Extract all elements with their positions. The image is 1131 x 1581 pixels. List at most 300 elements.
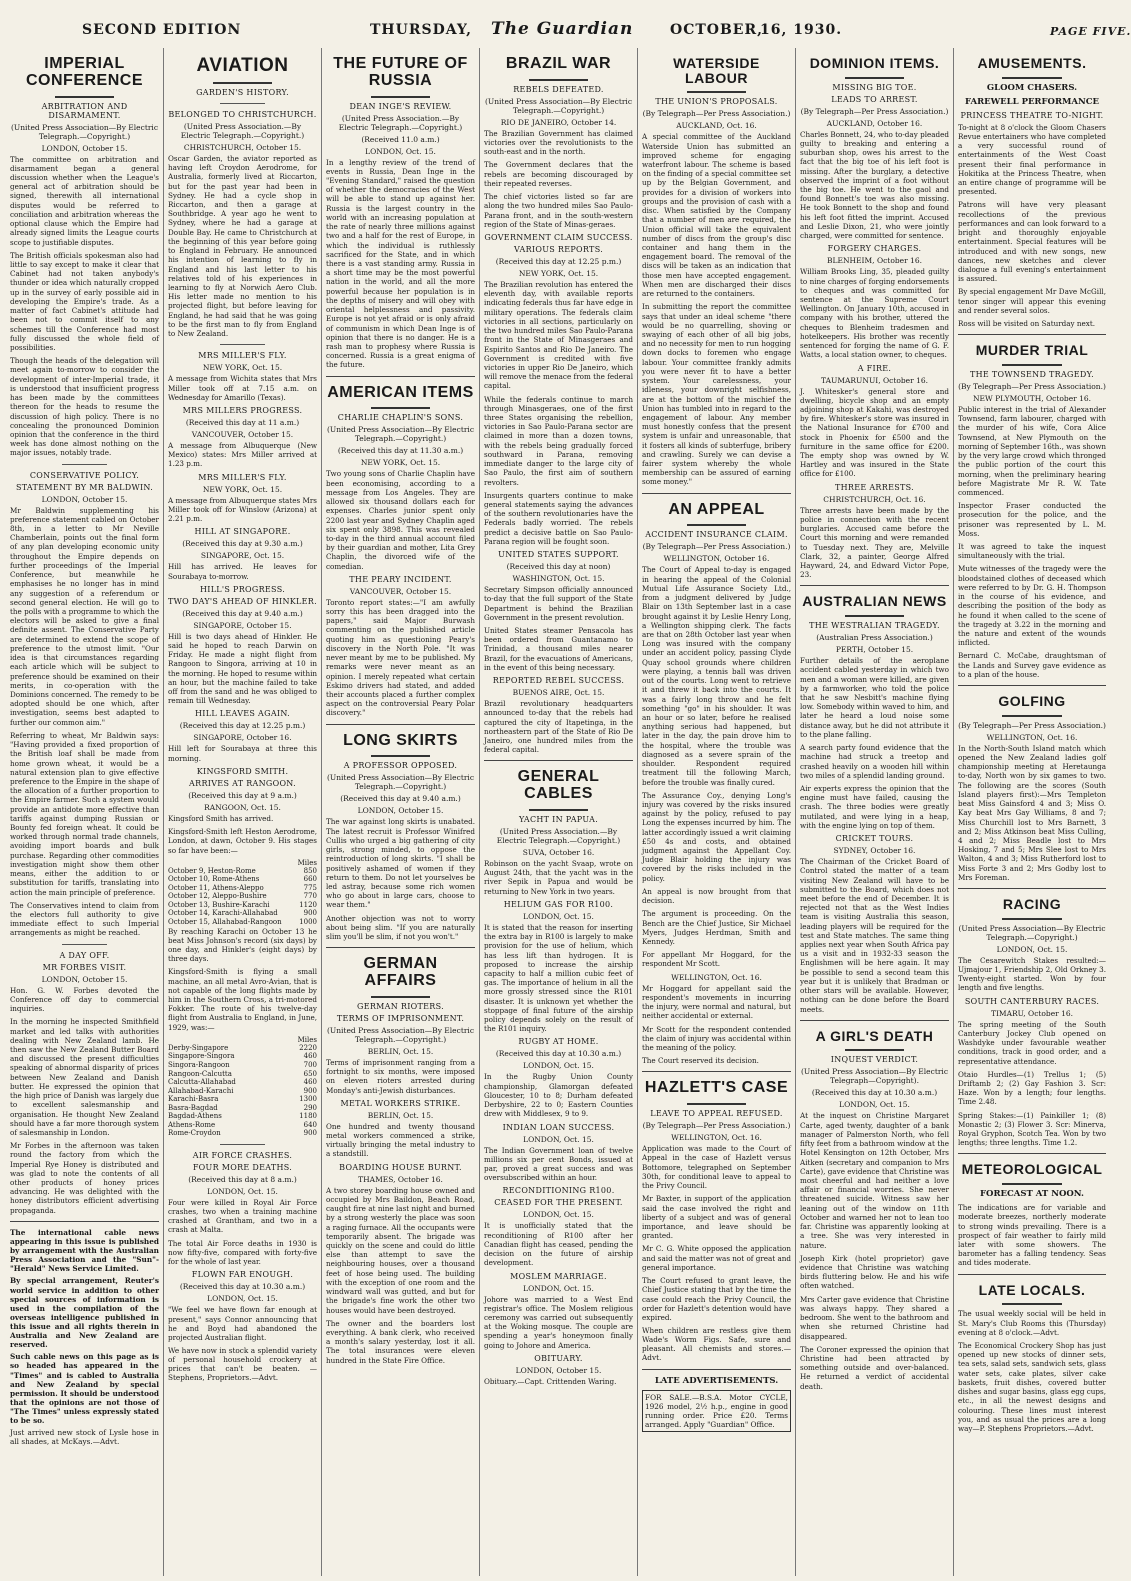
table-row: Singapore-Singora 460 [168,1052,317,1061]
article-paragraph: Johore was married to a West End registrar's office. The Moslem religious ceremony was carried out subsequently at the Woking mosque. The couple are spending a year's honeymoon finally going to Johore and America. [484,1294,633,1350]
article-paragraph: Mr Scott for the respondent contended the claim of injury was accidental within the meaning of the policy. [642,1024,791,1052]
divider [326,376,475,377]
dateline: SINGAPORE, October 15. [193,620,292,630]
article-paragraph: The war against long skirts is unabated. The latest recruit is Professor Winifred Cullis who urged a big gathering of city girls, strong minded, to oppose the reintroduction of long skirts. "I shall be positively ashamed of women if they return to them. Do not let yourselves be led astray, because some rich women who go about in large cars, choose to wear them." [326,817,475,910]
article-paragraph: An appeal is now brought from that decision. [642,886,791,906]
dateline: SYDNEY, October 16. [833,846,916,856]
headline-waterside-labour: WATERSIDE LABOUR [673,55,760,86]
masthead-paper-name: The Guardian [491,19,634,39]
article-paragraph: The spring meeting of the South Canterbury Jockey Club opened on Washdyke under favourable weather conditions, track in good order, and a representative attendance. [958,1019,1106,1066]
table-row: Athens-Rome 640 [168,1120,317,1129]
headline-american-items: AMERICAN ITEMS [327,383,474,401]
divider [958,685,1106,686]
dateline: WELLINGTON, Oct. 16. [671,1133,762,1143]
article-paragraph: The Government declares that the rebels are becoming discouraged by their repeated reverses. [484,160,633,188]
subhead: A PROFESSOR OPPOSED. [343,761,458,771]
dateline: AUCKLAND, Oct. 16. [676,121,757,131]
headline-amusements: AMUSEMENTS. [977,55,1087,71]
table-row: October 9, Heston-Rome 850 [168,866,317,875]
subhead: ARRIVES AT RANGOON. [189,778,296,788]
article-paragraph: Referring to wheat, Mr Baldwin says: "Having provided a fixed proportion of the British loaf shall be made from home grown wheat, it would be a natural extension plan to give effective preference to the Empire in the shape of the allocation of a further proportion to the Empire farmer. Such a system would provide an antidote more effective than tariffs against dumping Russian or Bounty fed foreign wheat. It could be worked through normal trade channels, avoiding import boards and bulk purchase. Regarding other commodities investigation might show them other means, either the addition to or substitution for tariffs, translating into action the main principle of preference. [10,730,159,897]
article-paragraph: Ross will be visited on Saturday next. [958,319,1095,329]
dateline: RIO DE JANEIRO, October 14. [500,117,617,127]
headline-golfing: GOLFING [998,693,1066,710]
credit-line: (By Telegraph—Per Press Association.) [642,542,791,552]
article-paragraph: In a lengthy review of the trend of events in Russia, Dean Inge in the "Evening Standard," raised the question of whether the democracies of the West will be able to stand up against her. Russia is the largest country in the world with an increasing population at the rate of nearly three millions against two and a half for the rest of Europe, in which the individual is ruthlessly sacrificed for the State, and in which there is a vast standing army. Russia in a short time may be the most powerful nation in the world, and all the more powerful because her population is in the depths of misery and will obey with oriental helplessness and passivity. Europe is not yet afraid or is only afraid of communism in which Dean Inge is of opinion that there is no danger. He is a rash man to prophesy where Russia is concerned. Russia is a great enigma of the future. [326,157,475,370]
headline-brazil-war: BRAZIL WAR [505,55,612,72]
credit-line: (United Press Association—By Electric Telegraph.—Copyright.) [326,425,475,444]
rule [371,755,431,757]
headline-racing: RACING [1002,896,1062,913]
dateline: TIMARU, October 16. [990,1008,1074,1018]
divider [800,1020,949,1021]
article-paragraph: While the federals continue to march through Minasgeraes, one of the first three States organising the rebellion, victories in Sao Paulo-Parana sector are claimed in more than a dozen towns, with the rebels being gradually forced southward in Parana, removing immediate danger to the large city of Sao Paulo, the first aim of southern revolters. [484,394,633,487]
subhead: GARDEN'S HISTORY. [196,87,289,97]
dateline: NEW YORK, Oct. 15. [202,484,283,494]
table-row: October 14, Karachi-Allahabad 900 [168,909,317,918]
received-line: (Received this day at 10.30 a.m.) [811,1088,938,1098]
dateline: WASHINGTON, Oct. 15. [512,574,605,584]
dateline: LONDON, Oct. 15. [523,1283,594,1293]
headline-meteorological: METEOROLOGICAL [961,1161,1103,1178]
article-paragraph: At the inquest on Christine Margaret Carte, aged twenty, daughter of a bank manager of Palmerston North, who fell fifty feet from a bathroom window at the Hotel Kensington on 12th October, Mrs Aitken (secretary and companion to Mrs Carte), gave evidence that Christine was most cheerful and had neither a love affair or financial worries. She never threatened suicide. Witness saw her leaning out of the window on 11th October and warned her not to lean too far. Christine was apparently looking at a tree. She was very interested in nature. [800,1111,949,1250]
subhead: YACHT IN PAPUA. [518,814,599,824]
column-imperial-conference [6,48,164,1576]
dateline: LONDON, Oct. 15. [523,911,594,921]
table-row: Allahabad-Karachi 900 [168,1086,317,1095]
article-paragraph: The British officials spokesman also had little to say except to make it clear that Cabinet had not taken anybody's thunder or idea which naturally cropped up in the survey of early possible aid in developing the Empire's trade. As a matter of fact Cabinet's attitude had been not to commit itself to any schemes till the Conference had most fully discussed the whole field of possibilities. [10,250,159,352]
subhead: PRINCESS THEATRE TO-NIGHT. [960,110,1104,120]
subhead: THE TOWNSEND TRAGEDY. [970,369,1094,379]
article-paragraph: In the North-South Island match which opened the New Zealand ladies golf championship meeting at Heretaunga to-day, North won by six games to two. The following are the scores (South Island players first):—Mrs Templeton beat Miss Gainsford 4 and 3; Miss O. Kay beat Mrs Gay Williams, 8 and 7; Miss Churchill lost to Mrs Barnett, 3 and 2; Miss Atkinson beat Miss Culling, 4 and 2; Miss Beadle lost to Mrs Hosking, 7 and 5; Mrs Slee lost to Mrs Walton, 4 and 3; Miss Rutherford lost to Miss Forte 3 and 2; Mrs Godby lost to Mrs Foreman. [958,743,1106,882]
dateline: LONDON, October 15. [357,806,444,816]
article-paragraph: The total Air Force deaths in 1930 is now fifty-five, compared with forty-five for the whole of last year. [168,1238,317,1267]
subhead: FOUR MORE DEATHS. [192,1162,293,1172]
credit-line: (By Telegraph—Per Press Association.) [958,720,1106,730]
subhead: VARIOUS REPORTS. [513,244,604,254]
rule [687,1103,747,1105]
article-paragraph: Mr C. G. White opposed the application and said the matter was not of great and general importance. [642,1244,791,1272]
masthead-day: THURSDAY, [370,22,472,38]
article-paragraph: J. Whitesker's general store and dwelling, bicycle shop and an empty adjoining shop at Kakahi, was destroyed by fire. Whitesker's store was insured in the National Insurance for £700 and stock in Phoenix for £500 and the furniture in the same office for £200. The empty shop was owned by W. Hartley and was insured in the State office for £100. [800,386,949,479]
article-paragraph: Kingsford-Smith left Heston Aerodrome, London, at dawn, October 9. His stages so far have been:— [168,827,317,855]
subhead: MOSLEM MARRIAGE. [510,1271,607,1281]
divider [484,760,633,761]
table-row: Rome-Croydon 900 [168,1129,317,1138]
credit-line: (United Press Association—By Electric Telegraph—Copyright). [800,1067,949,1086]
article-paragraph: Public interest in the trial of Alexander Townsend, farm labourer, charged with the murder of his wife, Cora Alice Townsend, at New Plymouth on the morning of September 16th., was shown by the very large crowd which thronged the public portion of the court this morning, when the preliminary hearing before Magistrate Mr R. W. Tate commenced. [958,404,1106,497]
credit-line: (United Press Association—By Electric Telegraph.—Copyright.) [326,1025,475,1044]
article-paragraph: Otaio Hurdles—(1) Trellus 1; (5) Driftamb 2; (2) Gay Fashion 3. Scr: Haze. Won by a length; four lengths. Time 2.48. [958,1069,1106,1107]
article-paragraph: Four were killed in Royal Air Force crashes, two when a training machine crashed at Grantham, and two in a crash at Malta. [168,1197,317,1235]
dateline: NEW YORK, Oct. 15. [518,268,599,278]
headline-late-locals: LATE LOCALS. [978,1281,1086,1298]
rule [1002,1183,1061,1185]
subhead: BELONGED TO CHRISTCHURCH. [168,109,317,119]
article-paragraph: The indications are for variable and moderate breezes, northerly moderate to strong winds prevailing. There is a prospect of fair weather to fairly mild later with some showers. The barometer has a falling tendency. Seas and tides moderate. [958,1203,1106,1268]
rule [845,77,905,79]
dateline: SINGAPORE, Oct. 15. [200,551,285,561]
article-paragraph: Brazil revolutionary headquarters announced to-day that the rebels had captured the city of Itapetinga, in the northeastern part of the State of Rio De Janeiro, one hundred miles from the federal capital. [484,699,633,755]
received-line: (Received this day at 12.25 p.m.) [495,256,622,266]
dateline: LONDON, Oct. 15. [207,1294,278,1304]
credit-line: (United Press Association—By Electric Telegraph.—Copyright.) [326,773,475,792]
rule [371,996,431,998]
dateline: THAMES, October 16. [358,1174,443,1184]
subhead: FORECAST AT NOON. [980,1189,1084,1200]
subhead: CONSERVATIVE POLICY. [29,470,140,480]
dateline: LONDON, October 15. [41,143,128,153]
article-paragraph: The committee on arbitration and disarmament began a general discussion whether when the League's general act of arbitration should be signed, therewith all international disputes would be referred to conciliation and arbitration whereas the optional clause which the Empire had already signed limits the League courts scope to justifiable disputes. [10,154,159,247]
dateline: WELLINGTON, Oct. 16. [986,732,1078,742]
column-waterside-labour [638,48,796,1576]
subhead: HILL LEAVES AGAIN. [194,709,290,719]
table-unit: Miles [297,858,317,867]
rule [687,524,747,526]
dateline: VANCOUVER, October 15. [349,586,452,596]
dateline: LONDON, October 15. [41,494,128,504]
headline-imperial-conference: IMPERIAL CONFERENCE [25,55,143,89]
divider [958,888,1106,889]
subhead: MRS MILLERS PROGRESS. [182,405,303,415]
subhead: INDIAN LOAN SUCCESS. [502,1122,615,1132]
table-row: October 13, Bushire-Karachi 1120 [168,900,317,909]
notice: The international cable news appearing in this issue is published by arrangement with the Australian Press Association and the "Sun"-"Herald" News Service Limited. [10,1227,159,1274]
subhead: STATEMENT BY MR BALDWIN. [15,482,154,492]
article-paragraph: Application was made to the Court of Appeal in the case of Hazlett versus Bottomore, telegraphed on September 30th, for conditional leave to appeal to the Privy Council. [642,1144,791,1191]
rule [1002,1303,1061,1305]
subhead: GOVERNMENT CLAIM SUCCESS. [484,232,633,242]
subhead: MISSING BIG TOE. [832,82,917,92]
article-paragraph: A special committee of the Auckland Waterside Union has submitted an improved scheme for engaging waterfront labour. The scheme is based on the finding of a special committee set up by the Belgian Government, and provides for a division of workers into groups and the provision of cash with a disc. When satisfied by the Company that a number of men are required, the Union official will take the equivalent number of discs from the group's disc container and hang them in the engagement board. The removal of the discs will be taken as an indication that those men have accepted engagement. When men are discharged their discs are returned to the containers. [642,132,791,299]
rule [1002,77,1061,79]
headline-dominion-items: DOMINION ITEMS. [809,55,940,71]
advertisement: We have now in stock a splendid variety of personal household crockery at prices that can't be beaten. — Stephens, Proprietors.—Advt. [168,1346,317,1383]
divider [326,947,475,948]
article-paragraph: The Economical Crockery Shop has just opened up new stocks of dinner sets, tea sets, salad sets, sandwich sets, glass water sets, cake plates, silver cake baskets, fruit dishes, covered butter dishes and sugar basins, glass egg cups, etc., in all the newest designs and colouring. These lines must interest you, and as usual the prices are a long way—P. Stephens Proprietors.—Advt. [958,1341,1106,1433]
article-paragraph: The usual weekly social will be held in St. Mary's Club Rooms this (Thursday) evening at 8 o'clock.—Advt. [958,1309,1106,1337]
article-paragraph: It is unofficially stated that the reconditioning of R100 after her Canadian flight has ceased, pending the decision on the future of airship development. [484,1221,633,1268]
subhead: A DAY OFF. [59,950,110,960]
table-unit: Miles [297,1035,317,1044]
table-row: October 10, Rome-Athens 660 [168,875,317,884]
subhead: ARBITRATION AND DISARMAMENT. [41,101,128,120]
subhead: MRS MILLER'S FLY. [198,351,287,361]
dateline: AUCKLAND, October 16. [826,118,923,128]
subhead: A FIRE. [857,363,892,373]
rule [529,79,589,81]
rule [845,615,905,617]
article-paragraph: Though the heads of the delegation will meet again to-morrow to consider the development of inter-Imperial trade, it is understood that insufficient progress has been made by the committees thereon for the heads to resume the discussion of high policy. There is no concealing the pronounced Dominion opinion that the conference in the third week has done almost nothing on the major issues, notably trade. [10,356,159,458]
article-paragraph: A message from Albuquerque states Mrs Miller took off for Winslow (Arizona) at 2.21 p.m. [168,495,317,524]
article-paragraph: Terms of imprisonment ranging from a fortnight to six months, were imposed on eleven rioters arrested during Monday's anti-Jewish disturbances. [326,1057,475,1095]
dateline: LONDON, October 15. [41,974,128,984]
notice: Such cable news on this page as is so headed has appeared in the "Times" and is cabled to Australia and New Zealand by special permission. It should be understood that the opinions are not those of "The Times" unless expressly stated to be so. [10,1352,159,1426]
article-paragraph: In the morning he inspected Smithfield market and led talks with authorities dealing with New Zealand lamb. He then saw the New Zealand Butter Board and discussed the present difficulties speaking of abnormal disparity of prices between New Zealand and Danish butter. He expressed the opinion that the high price of Danish was largely due to excellent salesmanship and organisation. He thought New Zealand should have a far more thorough system of salesmanship in London. [10,1017,159,1137]
masthead [0,0,1131,40]
subhead: GLOOM CHASERS. [986,82,1078,93]
dateline: TAUMARUNUI, October 16. [820,375,929,385]
article-paragraph: Three arrests have been made by the police in connection with the recent burglaries. Accused came before the Court this morning and were remanded to Tuesday next. They are, Melville Clark, 32, a painter, George Alfred Hayward, 24, and Edward Victor Pope, 23. [800,505,949,580]
article-paragraph: Hill is two days ahead of Hinkler. He said he hoped to reach Darwin on Friday. He made a night flight from Rangoon to Singora, arriving at 10 in the morning. He hoped to resume within an hour, but the machine failed to take off from the sand and he was obliged to remain till Wednesday. [168,631,317,706]
article-paragraph: The Brazilian revolution has entered the eleventh day, with available reports indicating federals thus far have edge in military operations. The federals claim victories in all sections, particularly on the two hundred miles Sao Paulo-Parana front in the State of Minasgeraes and Espirito Santos and Rio De Janeiro. The Government is credited with five victories in upper Rio De Janeiro, which will remove the menace from the federal capital. [484,279,633,391]
article-paragraph: A message from Albuquerque (New Mexico) states: Mrs Miller arrived at 1.23 p.m. [168,440,317,469]
article-paragraph: A two storey boarding house owned and occupied by Mrs Baildon, Beach Road, caught fire at nine last night and burned by a strong westerly the place was soon a raging furnace. All the occupants were temporarily absent. The brigade was quickly on the scene and could do little else than attempt to save the neighbouring houses, over a thousand feet of hose being used. The building with the exception of one room and the windward wall was gutted, and but for the brigade's fine work the other two houses would have been destroyed. [326,1185,475,1315]
table-row: Derby-Singapore 2220 [168,1043,317,1052]
divider [958,1153,1106,1154]
dateline: BERLIN, Oct. 15. [367,1046,434,1056]
rule [55,96,115,98]
article-paragraph: By special engagement Mr Dave McGill, tenor singer will appear this evening and render several solos. [958,287,1106,315]
subhead: LEADS TO ARREST. [831,94,918,104]
credit-line: (United Press Association.—By Electric Telegraph.—Copyright.) [496,826,621,845]
subhead: CHARLIE CHAPLIN'S SONS. [337,413,464,423]
received-line: (Received this day at 12.25 p.m.) [179,721,306,731]
credit-line: (United Press Association—By Electric Telegraph.—Copyright.) [484,96,633,115]
article-paragraph: It was agreed to take the inquest simultaneously with the trial. [958,542,1106,561]
subhead: LEAVE TO APPEAL REFUSED. [650,1109,783,1119]
subhead: FORGERY CHARGES. [827,244,922,254]
credit-line: (United Press Association—By Electric Telegraph.—Copyright.) [10,122,159,141]
subhead: CEASED FOR THE PRESENT. [494,1198,623,1208]
rule [213,82,273,84]
headline-general-cables: GENERAL CABLES [517,768,600,803]
article-paragraph: The owner and the boarders lost everything. A bank clerk, who received a month's salary yesterday, lost it all. The total insurances were eleven hundred in the State Fire Office. [326,1318,475,1365]
article-paragraph: Insurgents quarters continue to make general statements saying the advances of the southern revolutionaries have the Federals badly worried. The rebels predict a decisive battle on Sao Paulo-Parana region will be fought soon. [484,490,633,546]
received-line: (Received this day at 11.30 a.m.) [337,446,464,456]
headline-a-girls-death: A GIRL'S DEATH [815,1027,934,1044]
table-row: October 11, Athens-Aleppo 775 [168,883,317,892]
subhead: AIR FORCE CRASHES. [192,1150,293,1160]
divider [326,724,475,725]
divider [62,944,107,945]
subhead: THE UNION'S PROPOSALS. [655,97,778,107]
advertisement: When children are restless give them Wade's Worm Figs. Safe, sure and pleasant. All chemists and stores.—Advt. [642,1326,791,1363]
subhead: THE PEARY INCIDENT. [349,574,452,584]
subhead: HELIUM GAS FOR R100. [503,899,614,909]
subhead: BOARDING HOUSE BURNT. [339,1162,462,1172]
dateline: LONDON, Oct. 15. [365,146,436,156]
article-paragraph: Secretary Simpson officially announced to-day that the full support of the State Department is behind the Brazilian Government in the present revolution. [484,585,633,622]
article-paragraph: Mr Baxter, in support of the application said the case involved the right and liberty of a subject and was of general importance, and leave should be granted. [642,1194,791,1241]
dateline: NEW YORK, Oct. 15. [360,458,441,468]
rule [1002,364,1061,366]
edition-label: SECOND EDITION [82,22,242,38]
article-paragraph: Air experts express the opinion that the engine must have failed, causing the crash. The three bodies were greatly mutilated, and were lying in a heap, with the engine lying on top of them. [800,783,949,830]
article-paragraph: The Chairman of the Cricket Board of Control stated the matter of a team visiting New Zealand will have to be submitted to the Board, which does not meet before the end of December. It is rejected not that as the West Indies team is visiting Australia this season, leading players will be required for the test and State matches. The same thing applies next year when South Africa pay us a visit and in 1932-33 season the Englishmen will be here again. It may be possible to send a second team this year but it is unlikely that Bradman or other stars will be available. However, nothing can be done before the Board meets. [800,857,949,1014]
credit-line: (United Press Association—By Electric Telegraph.—Copyright.) [958,923,1106,942]
rule [529,809,589,811]
rule [1002,715,1061,717]
subhead: THREE ARRESTS. [835,482,914,492]
subhead: METAL WORKERS STRIKE. [340,1098,461,1108]
headline-an-appeal: AN APPEAL [668,500,765,518]
article-paragraph: Obituary.—Capt. Crittenden Waring. [484,1376,617,1386]
rule [687,91,747,93]
credit-line: (Australian Press Association.) [816,633,933,643]
subhead: OBITUARY. [534,1353,583,1363]
article-paragraph: Mrs Carter gave evidence that Christine was always happy. They shared a bedroom. She went to the bathroom and when she returned Christine had disappeared. [800,1294,949,1341]
received-line: (Received this day at 11 a.m.) [185,417,300,427]
article-paragraph: Hill has arrived. He leaves for Sourabaya to-morrow. [168,562,317,581]
subhead: HILL AT SINGAPORE. [194,527,291,537]
dateline: VANCOUVER, October 15. [191,429,294,439]
subhead: GERMAN RIOTERS. [357,1001,444,1011]
credit-line: (By Telegraph—Per Press Association.) [958,381,1106,391]
subhead: THE WESTRALIAN TRAGEDY. [809,621,940,631]
table-row: Rangoon-Calcutta 650 [168,1069,317,1078]
article-paragraph: A message from Wichita states that Mrs Miller took off at 7.15 a.m. on Wednesday for Amarillo (Texas). [168,374,317,402]
article-paragraph: United States steamer Pensacola has been ordered from Guantanamo to Trinidad, a thousand miles nearer Brazil, for the evacuations of Americans, in the event of this being necessary. [484,625,633,672]
article-paragraph: Mr Baldwin supplementing his preference statement cabled on October 8th, in a letter to Mr Neville Chamberlain, points out the final form of any plan developing economic unity throughout the Empire depends on further proceedings of the Imperial Conference, but meanwhile he emphasises he no longer has in mind any suggestion of a referendum or second general election. He will go to the polls with a programme to which the electors will be asked to give a final definite assent. The Conservative Party are determined to extend the scope of preference to the utmost limit. "Our idea is that circumstances regarding each article which will be subject to preference should be examined on their merits, in co-operation with the Dominions concerned. The remedy to be adopted should be one which, after investigation, seems best adapted to further our common aim." [10,505,159,727]
dateline: RANGOON, Oct. 15. [204,802,281,812]
advertisement: Just arrived new stock of Lysle hose in all shades, at McKays.—Advt. [10,1428,159,1447]
article-paragraph: To-night at 8 o'clock the Gloom Chasers Revue entertainers who have completed a very successful round of entertainments of the West Coast present their final performance in Hokitika at the Princess Theatre, when an entire change of programme will be presented. [958,122,1106,197]
article-paragraph: In the Rugby Union County championship, Glamorgan defeated Gloucester, 10 to 8; Durham defeated Derbyshire, 22 to 0; Eastern Counties drew with Middlesex, 9 to 9. [484,1072,633,1119]
article-paragraph: Bernard C. McCabe, draughtsman of the Lands and Survey gave evidence as to a plan of the house. [958,651,1106,679]
rule [845,1049,905,1051]
article-paragraph: Hon. G. W. Forbes devoted the Conference off day to commercial inquiries. [10,985,159,1014]
dateline: LONDON, Oct. 15. [523,1210,594,1220]
subhead: KINGSFORD SMITH. [196,766,289,776]
subhead: FLOWN FAR ENOUGH. [191,1270,294,1280]
table-row: Basra-Bagdad 290 [168,1103,317,1112]
received-line: (Received this day at 10.30 a.m.) [495,1049,622,1059]
page-number: PAGE FIVE. [1050,25,1131,38]
subhead: DEAN INGE'S REVIEW. [349,101,452,111]
headline-australian-news: AUSTRALIAN NEWS [802,593,947,610]
subhead: ACCIDENT INSURANCE CLAIM. [645,530,788,540]
divider [958,334,1106,335]
article-paragraph: In submitting the report the committee says that under an ideal scheme "there would be no quarrelling, shoving or swaying of each other of all big jobs, and no necessity for men to run hogging down docks to foremen who engage labour. Your committee frankly admits you were never fit to have a better system. Your carelessness, your idleness, your downright selfishness, are at the bottom of the mischief the Union has tumbled into in regard to the engagement of labour. Any member must honestly confess that the present system is unfair and unreasonable, that it fosters all kinds of subterfuge, bribery and crawling. Surely we can devise a fairer system whereby the whole membership can be assured of earning some money." [642,302,791,487]
divider [220,344,265,345]
rule [1002,918,1061,920]
headline-long-skirts: LONG SKIRTS [343,731,458,749]
dateline: BLENHEIM, October 16. [827,256,922,266]
dateline: WELLINGTON, October 16. [663,554,770,564]
article-paragraph: The chief victories listed so far are along the two hundred miles Sao Paulo-Parana front, and in the south-western region of the State of Minas-geraes. [484,192,633,229]
article-paragraph: The Coroner expressed the opinion that Christine had been attracted by something outside and over-balanced. He returned a verdict of accidental death. [800,1344,949,1391]
divider [220,1144,265,1145]
article-paragraph: Mr Hoggard for appellant said the respondent's movements in incurring the injury, were normal and natural, but neither accidental or external. [642,983,791,1021]
divider [642,493,791,494]
table-row: Karachi-Basra 1300 [168,1095,317,1104]
article-paragraph: Further details of the aeroplane accident cabled yesterday in which two men and a woman were killed, are given by a farmworker, who told the police that he saw Nesbitt's machine flying low. Somebody within waved to him, and later he heard a loud noise some distance away, but he did not attribute it to the plane falling. [800,656,949,739]
table-row: Calcutta-Allahabad 460 [168,1078,317,1087]
dateline: BUENOS AIRE, Oct. 15. [512,688,605,698]
received-line: (Received this day at 9.30 a.m.) [182,539,303,549]
article-paragraph: The Indian Government loan of twelve millions six per cent Bonds, issued at par, proved a great success and was oversubscribed within an hour. [484,1145,633,1183]
column-brazil-war [480,48,638,1576]
table-row: October 15, Allahabad-Rangoon 1000 [168,917,317,926]
dateline: LONDON, Oct. 15. [207,1186,278,1196]
dateline: CHRISTCHURCH, Oct. 16. [823,494,926,504]
subhead: FAREWELL PERFORMANCE [964,96,1100,107]
headline-murder-trial: MURDER TRIAL [975,342,1089,359]
table-row: October 12, Aleppo-Bushire 770 [168,892,317,901]
article-paragraph: Kingsford-Smith is flying a small machine, an all metal Avro-Avian, that is not capable of the long flights made by him in the Southern Cross, a tri-motored Fokker. The route of his twelve-day flight from Australia to England, in June, 1929, was:— [168,967,317,1032]
subhead: REBELS DEFEATED. [513,84,604,94]
divider [642,1071,791,1072]
headline-hazletts-case: HAZLETT'S CASE [644,1079,789,1097]
subhead: INQUEST VERDICT. [830,1055,919,1065]
article-paragraph: Hill left for Sourabaya at three this morning. [168,744,317,763]
article-paragraph: A search party found evidence that the machine had struck a treetop and crashed heavily on a wooden hill within two miles of a splendid landing ground. [800,743,949,780]
article-paragraph: Toronto report states:—"I am awfully sorry this has been dragged into the papers," said Major Burwash commenting on the published article quoting him as questioning Peary's discovery in the North Pole. "It was never meant by me to be published. My remarks were never meant as an opinion. I merely repeated what certain Eskimo drivers had stated, and added their accounts placed a further complex aspect on the controversial Peary Polar discovery." [326,597,475,718]
dateline: SUVA, October 16. [522,847,595,857]
column-amusements [954,48,1110,1576]
dateline: LONDON, Oct. 15. [996,944,1068,954]
dateline: BERLIN, Oct. 15. [367,1110,434,1120]
article-paragraph: It is stated that the reason for inserting the extra bay in R100 is largely to make provision for the use of helium, which has less lift than hydrogen. It is proposed to increase the airship capacity to half a million cubic feet of gas. The importance of helium in all the more grossly stressed since the R101 disaster. It is unknown yet whether the stoppage of final future of the airship policy depends solely on the result of the R101 inquiry. [484,922,633,1034]
article-paragraph: The Court of Appeal to-day is engaged in hearing the appeal of the Colonial Mutual Life Assurance Society Ltd., from a judgment delivered by Judge Blair on 13th September last in a case brought against it by Leslie Henry Long, a Wellington shipping clerk. The facts are that on 28th October last year when Long was insured with the company under an accident policy, passing Clyde Quay school grounds where children were playing, a tennis ball was driven out of the courts. Long went to retrieve it and threw it back into the courts. It was a fairly long throw and he felt something "go" in his shoulder. It was an hour or so later, before he realised anything serious had happened, but later in the day, the pain drove him to the hospital, where the trouble was diagnosed as a severe sprain of the shoulder. Respondent required treatment till the following March, before the trouble was finally cured. [642,565,791,787]
received-line: (Received this day at 8 a.m.) [188,1174,297,1184]
received-line: (Received this day at 9.40 a.m.) [182,608,303,618]
article-paragraph: The argument is proceeding. On the Bench are the Chief Justice, Sir Michael Myers, Judges Herdman, Smith and Kennedy. [642,909,791,947]
article-paragraph: The Court reserved its decision. [642,1056,759,1066]
divider [800,585,949,586]
article-paragraph: Inspector Fraser conducted the prosecution for the police, and the prisoner was represented by L. M. Moss. [958,501,1106,538]
received-line: (Received 11.0 a.m.) [361,134,440,144]
article-paragraph: Mr Forbes in the afternoon was taken round the factory from which the Imperial Rye Honey is distributed and was glad to note the contents of all other products of honey prices advancing. He was delighted with the honey distributors efficient advertising propaganda. [10,1141,159,1215]
dateline: LONDON, Oct. 15. [523,1134,594,1144]
dateline: NEW YORK, Oct. 15. [202,363,283,373]
article-paragraph: Mute witnesses of the tragedy were the bloodstained clothes of deceased which were referred to by Dr. G. H. Thompson in the course of his evidence, and describing the position of the body as he found it when called to the scene of the tragedy at 3.22 in the morning and the nature and extent of the wounds inflicted. [958,564,1106,648]
dateline: NEW PLYMOUTH, October 16. [972,393,1092,403]
received-line: (Received this day at 10.30 a.m.) [179,1282,306,1292]
headline-aviation: AVIATION [196,55,289,76]
dateline: WELLINGTON, Oct. 16. [671,972,762,982]
subhead: CRICKET TOURS. [835,834,914,844]
article-paragraph: The Court refused to grant leave, the Chief Justice stating that by the time the case could reach the Privy Council, the order for Hazlett's detention would have expired. [642,1276,791,1322]
article-paragraph: Another objection was not to worry about being slim. "If you are naturally slim you'll be slim, if not you won't." [326,913,475,942]
dateline: LONDON, Oct. 15. [523,1061,594,1071]
dateline: CHRISTCHURCH, October 15. [183,142,302,152]
article-paragraph: Oscar Garden, the aviator reported as having left Croydon Aerodrome, for Australia, formerly lived at Riccarton, but for the past year had been in Sydney. He had a cycle shop in Riccarton, and then a garage at Southbridge. A year ago he went to Sydney, where he had a garage at Double Bay. He came to Christchurch at the beginning of this year before going to England in February. He announced his intention of learning to fly in England and his last letter to his relatives told of his experiences in learning to fly at Norwich Aero Club. His letter made no mention to his projected flight, but before leaving for England, he had said that he was going to be the first man to fly from England to New Zealand. [168,153,317,339]
subhead: RECONDITIONING R100. [502,1186,615,1196]
dateline: SINGAPORE, October 16. [193,733,292,743]
article-paragraph: The Conservatives intend to claim from the electors full authority to give immediate effect to such Imperial arrangements as might be reached. [10,900,159,938]
credit-line: (United Press Association.—By Electric Telegraph.—Copyright.) [338,113,463,132]
article-paragraph: Spring Stakes:—(1) Painkiller 1; (8) Monastic 2; (3) Flower 3. Scr: Minerva, Royal Gryphon, Scotch Tea. Won by two lengths; three lengths. Time 1.2. [958,1110,1106,1148]
column-future-of-russia [322,48,480,1576]
article-paragraph: Two young sons of Charlie Chaplin have been economising, according to a message from Los Angeles. They are allowed six thousand dollars each for expenses. Charles junior spent only 2200 last year and Sydney Chaplin aged six spent only 3898. This was revealed to-day in the third annual account filed by their guardian and mother, Lita Grey Chaplin, the divorced wife of the comedian. [326,469,475,571]
article-paragraph: William Brooks Ling, 35, pleaded guilty to nine charges of forging endorsements to cheques and was committed for sentence at the Supreme Court Wellington. On January 10th, accused in company with his brother, uttered the cheques to Blenheim tradesmen and hotelkeepers. His brother was recently sentenced for forging the name of G. F. Watts, a local station owner, to cheques. [800,267,949,360]
rule [371,407,431,409]
subhead: HILL'S PROGRESS. [199,584,286,594]
article-paragraph: Joseph Kirk (hotel proprietor) gave evidence that Christine was watching birds fluttering below. He and his wife often watched. [800,1253,949,1291]
columns [6,48,1110,1576]
stages-table [168,867,317,927]
column-dominion-items [796,48,954,1576]
credit-line: (By Telegraph—Per Press Association.) [642,1121,791,1131]
article-paragraph: Charles Bonnett, 24, who to-day pleaded guilty to breaking and entering a suburban shop, owes his arrest to the fact that the big toe of his left foot is missing. After the burglary, a detective observed the imprint of a foot without the big toe. He went to the gaol and found Bonnett's toe was also missing. He took Bonnett to the shop and found his left foot fitted the imprint. Accused and Leslie Dixon, 21, who were jointly charged, were committed for sentence. [800,129,949,241]
subhead: TWO DAY'S AHEAD OF HINKLER. [168,596,317,606]
divider [220,103,265,104]
late-ads-heading: LATE ADVERTISEMENTS. [654,1375,779,1386]
notice: By special arrangement, Reuter's world service in addition to other special sources of information is used in the compilation of the overseas intelligence published in this issue and all rights therein in Australia and New Zealand are reserved. [10,1276,159,1350]
divider [642,1369,791,1370]
column-aviation [164,48,322,1576]
headline-german-affairs: GERMAN AFFAIRS [363,955,438,990]
article-paragraph: "We feel we have flown far enough at present," says Connor announcing that he and Boyd had abandoned the projected Australian flight. [168,1305,317,1342]
article-paragraph: Patrons will have very pleasant recollections of the previous performances and can look forward to a bright and thoroughly enjoyable entertainment. Special features will be introduced and with new songs, new dances, new sketches and clever dialogue a full evening's entertainment is assured. [958,200,1106,284]
divider [958,1274,1106,1275]
headline-future-of-russia: THE FUTURE OF RUSSIA [333,55,468,89]
credit-line: (United Press Association.—By Electric Telegraph.—Copyright.) [180,121,305,140]
rule [371,96,431,98]
article-paragraph: Robinson on the yacht Svaap, wrote on August 24th, that the yacht was in the river Sepik in Papua and would be returning to New York in two years. [484,858,633,896]
